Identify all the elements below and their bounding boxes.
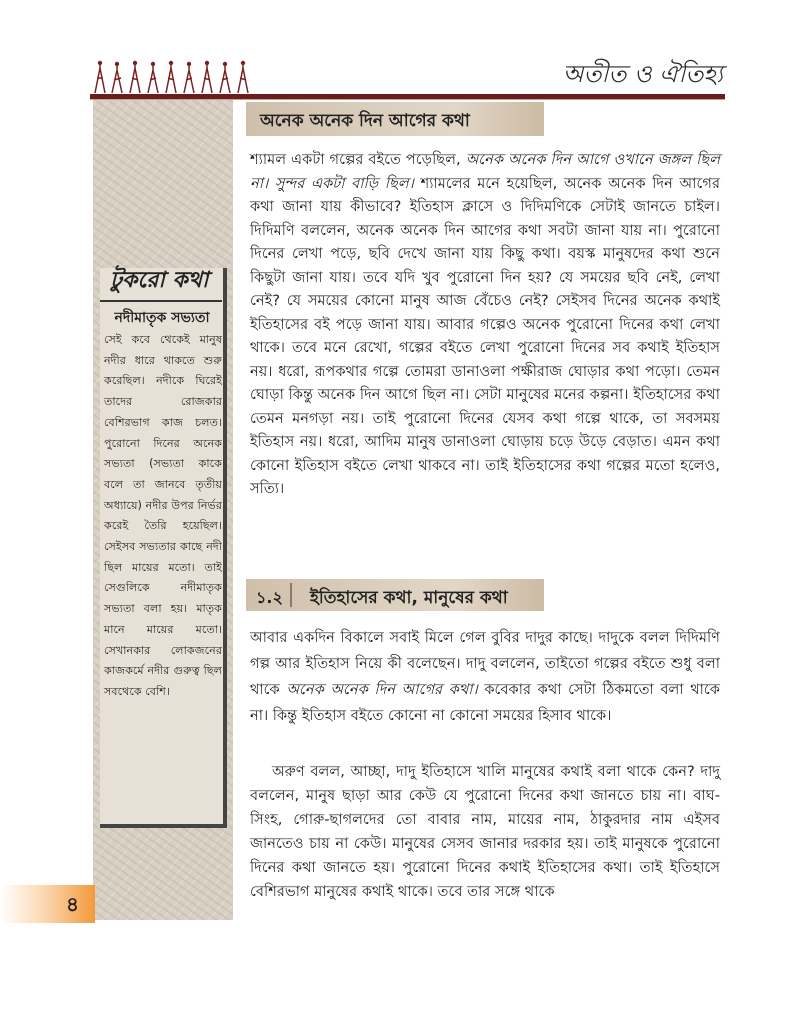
section1-paragraph [250,148,720,501]
info-box-text: সেই কবে থেকেই মানুষ নদীর ধারে থাকতে শুরু করেছিল। নদীকে ঘিরেই তাদের রোজকার বেশিরভাগ কাজ চলত। পুরোনো দিনের অনেক সভ্যতা (সভ্যতা কাকে বলে তা জানবে তৃতীয় অধ্যায়ে) নদীর উপর নির্ভর করেই তৈরি হয়েছিল। সেইসব সভ্যতার কাছে নদী ছিল মায়ের মতো। তাই সেগুলিকে নদীমাতৃক সভ্যতা বলা হয়। মাতৃক মানে মায়ের মতো। সেখানকার লোকজনের কাজকর্মে নদীর গুরুত্ব ছিল সবথেকে বেশি। [104,333,222,698]
paragraph-text: কবেকার কথা সেটা ঠিকমতো বলা থাকে না। কিন্তু ইতিহাস বইতে কোনো না কোনো সময়ের হিসাব থাকে। [250,681,720,724]
info-box-subheading: নদীমাতৃক সভ্যতা [114,310,210,326]
section-heading [246,102,544,136]
paragraph-italic-text: অনেক অনেক দিন আগের কথা। [286,681,478,698]
paragraph-text: শ্যামলের মনে হয়েছিল, অনেক অনেক দিন আগের কথা জানা যায় কীভাবে? ইতিহাস ক্লাসে ও দিদিমণিকে সেটাই জানতে চাইল। দিদিমণি বললেন, অনেক অনেক দিন আগের কথা সবটা জানা যায় না। পুরোনো দিনের লেখা পড়ে, ছবি দেখে জানা যায় কিছু কথা। বয়স্ক মানুষদের কথা শুনে কিছুটা জানা যায়। তবে যদি খুব পুরোনো দিন হয়? যে সময়ের ছবি নেই, লেখা নেই? যে সময়ের কোনো মানুষ আজ বেঁচেও নেই? সেইসব দিনের অনেক কথাই ইতিহাসের বই পড়ে জানা যায়। আবার গল্পেও অনেক পুরোনো দিনের কথা লেখা থাকে। তবে মনে রেখো, গল্পের বইতে লেখা পুরোনো দিনের সব কথাই ইতিহাস নয়। ধরো, রূপকথার গল্পে তোমরা ডানাওলা পক্ষীরাজ ঘোড়ার কথা পড়ো। তেমন ঘোড়া কিন্তু অনেক দিন আগে ছিল না। সেটা মানুষের মনের কল্পনা। ইতিহাসের কথা তেমন মনগড়া নয়। তাই পুরোনো দিনের যেসব কথা গল্পে থাকে, তা সবসময় ইতিহাস নয়। ধরো, আদিম মানুষ ডানাওলা ঘোড়ায় চড়ে উড়ে বেড়াত। এমন কথা কোনো ইতিহাস বইতে লেখা থাকবে না। তাই ইতিহাসের কথা গল্পের মতো হলেও, সত্যি। [250,174,720,497]
paragraph-text: আবার একদিন বিকালে সবাই মিলে গেল বুবির দাদুর কাছে। দাদুকে বলল দিদিমণি গল্প আর ইতিহাস নিয়ে কী বলেছেন। দাদু বললেন, তাইতো গল্পের বইতে শুধু বলা থাকে [250,629,720,698]
page-number: ৪ [66,892,79,916]
paragraph-text: অরুণ বলল, আচ্ছা, দাদু ইতিহাসে খালি মানুষের কথাই বলা থাকে কেন? দাদু বললেন, মানুষ ছাড়া আর কেউ যে পুরোনো দিনের কথা জানতে চায় না। বাঘ-সিংহ, গোরু-ছাগলদের তো বাবার নাম, মায়ের নাম, ঠাকুরদার নাম এইসব জানতেও চায় না কেউ। মানুষের সেসব জানার দরকার হয়। তাই মানুষকে পুরোনো দিনের কথা জানতে হয়। পুরোনো দিনের কথাই ইতিহাসের কথা। তাই ইতিহাসে বেশিরভাগ মানুষের কথাই থাকে। তবে তার সঙ্গে থাকে [250,763,720,900]
section-heading-2 [246,579,544,611]
info-box-heading-rule [100,300,222,302]
page-number-tab [0,885,95,923]
paragraph-italic-text: অনেক অনেক দিন আগে ওখানে জঙ্গল ছিল না। সুন্দর একটা বাড়ি ছিল। [250,151,720,192]
section-divider [290,583,292,607]
section2-paragraph-2 [250,760,720,904]
section-heading-text: ইতিহাসের কথা, মানুষের কথা [310,588,508,608]
section-number: ১.২ [256,588,283,607]
section2-paragraph-1 [250,625,720,729]
section-heading-text: অনেক অনেক দিন আগের কথা [260,111,470,131]
paragraph-text: শ্যামল একটা গল্পের বইতে পড়েছিল, [250,151,466,168]
info-box-heading: টুকরো কথা [110,267,209,293]
dancing-figures-icon [90,58,255,98]
book-title: অতীত ও ঐতিহ্য [562,60,723,88]
